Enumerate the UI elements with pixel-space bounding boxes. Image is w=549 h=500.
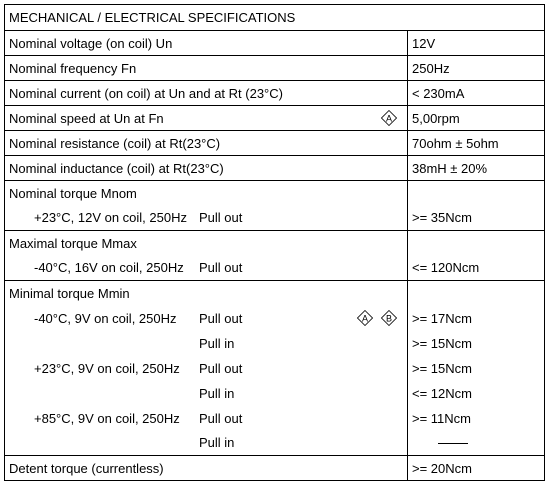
spec-label: Nominal resistance (coil) at Rt(23°C) xyxy=(5,131,408,156)
condition-text: +23°C, 12V on coil, 250Hz xyxy=(34,210,187,226)
condition-text: -40°C, 16V on coil, 250Hz xyxy=(34,260,184,276)
group-title: Maximal torque Mmax xyxy=(5,231,408,256)
mode-text: Pull out xyxy=(199,210,243,226)
condition-text: -40°C, 9V on coil, 250Hz xyxy=(34,310,177,326)
group-title: Nominal torque Mnom xyxy=(5,181,408,206)
blank-value-line xyxy=(438,443,468,444)
mode-text: Pull in xyxy=(199,335,235,351)
diamond-marker-icon xyxy=(381,310,397,326)
table-row xyxy=(5,31,545,56)
spec-value: 70ohm ± 5ohm xyxy=(408,131,545,156)
mode-text: Pull out xyxy=(199,360,243,376)
table-row xyxy=(5,456,545,481)
mode-text: Pull in xyxy=(199,385,235,401)
marker-letter: B xyxy=(385,313,393,323)
spec-value: >= 11Ncm xyxy=(408,406,545,431)
mode-text: Pull in xyxy=(199,435,235,451)
spec-label: Nominal voltage (on coil) Un xyxy=(5,31,408,56)
spec-value: >= 35Ncm xyxy=(408,206,545,231)
table-row xyxy=(5,331,545,356)
table-row xyxy=(5,431,545,456)
spec-label-cell xyxy=(5,106,408,131)
table-header-row xyxy=(5,5,545,31)
spec-label: Nominal frequency Fn xyxy=(5,56,408,81)
table-row xyxy=(5,131,545,156)
marker-letter: A xyxy=(361,313,369,323)
table-row xyxy=(5,406,545,431)
table-row xyxy=(5,306,545,331)
table-title: MECHANICAL / ELECTRICAL SPECIFICATIONS xyxy=(5,5,545,31)
mode-text: Pull out xyxy=(199,410,243,426)
condition-text: +85°C, 9V on coil, 250Hz xyxy=(34,410,180,426)
spec-value: 38mH ± 20% xyxy=(408,156,545,181)
spec-table xyxy=(4,4,545,481)
diamond-marker-icon xyxy=(357,310,373,326)
table-row xyxy=(5,256,545,281)
spec-value: >= 15Ncm xyxy=(408,356,545,381)
group-title: Minimal torque Mmin xyxy=(5,281,408,306)
spec-value: >= 17Ncm xyxy=(408,306,545,331)
spec-sheet xyxy=(4,4,544,481)
spec-label: Nominal current (on coil) at Un and at Rt (23°C) xyxy=(5,81,408,106)
spec-label: Nominal speed at Un at Fn xyxy=(9,110,164,126)
mode-text: Pull out xyxy=(199,310,243,326)
spec-label: Nominal inductance (coil) at Rt(23°C) xyxy=(5,156,408,181)
mode-text: Pull out xyxy=(199,260,243,276)
spec-value: 5,00rpm xyxy=(408,106,545,131)
table-row xyxy=(5,81,545,106)
condition-text: +23°C, 9V on coil, 250Hz xyxy=(34,360,180,376)
spec-value: 250Hz xyxy=(408,56,545,81)
group-title-row xyxy=(5,181,545,206)
spec-value: <= 120Ncm xyxy=(408,256,545,281)
table-row xyxy=(5,356,545,381)
spec-value: 12V xyxy=(408,31,545,56)
table-row xyxy=(5,156,545,181)
spec-value: < 230mA xyxy=(408,81,545,106)
spec-value: >= 20Ncm xyxy=(408,456,545,481)
table-row xyxy=(5,206,545,231)
table-row xyxy=(5,106,545,131)
spec-value: >= 15Ncm xyxy=(408,331,545,356)
spec-label: Detent torque (currentless) xyxy=(5,456,408,481)
table-row xyxy=(5,381,545,406)
spec-value: <= 12Ncm xyxy=(408,381,545,406)
group-title-row xyxy=(5,281,545,306)
diamond-marker-icon xyxy=(381,110,397,126)
spec-value-cell xyxy=(408,431,545,456)
group-title-row xyxy=(5,231,545,256)
marker-letter: A xyxy=(385,113,393,124)
table-row xyxy=(5,56,545,81)
